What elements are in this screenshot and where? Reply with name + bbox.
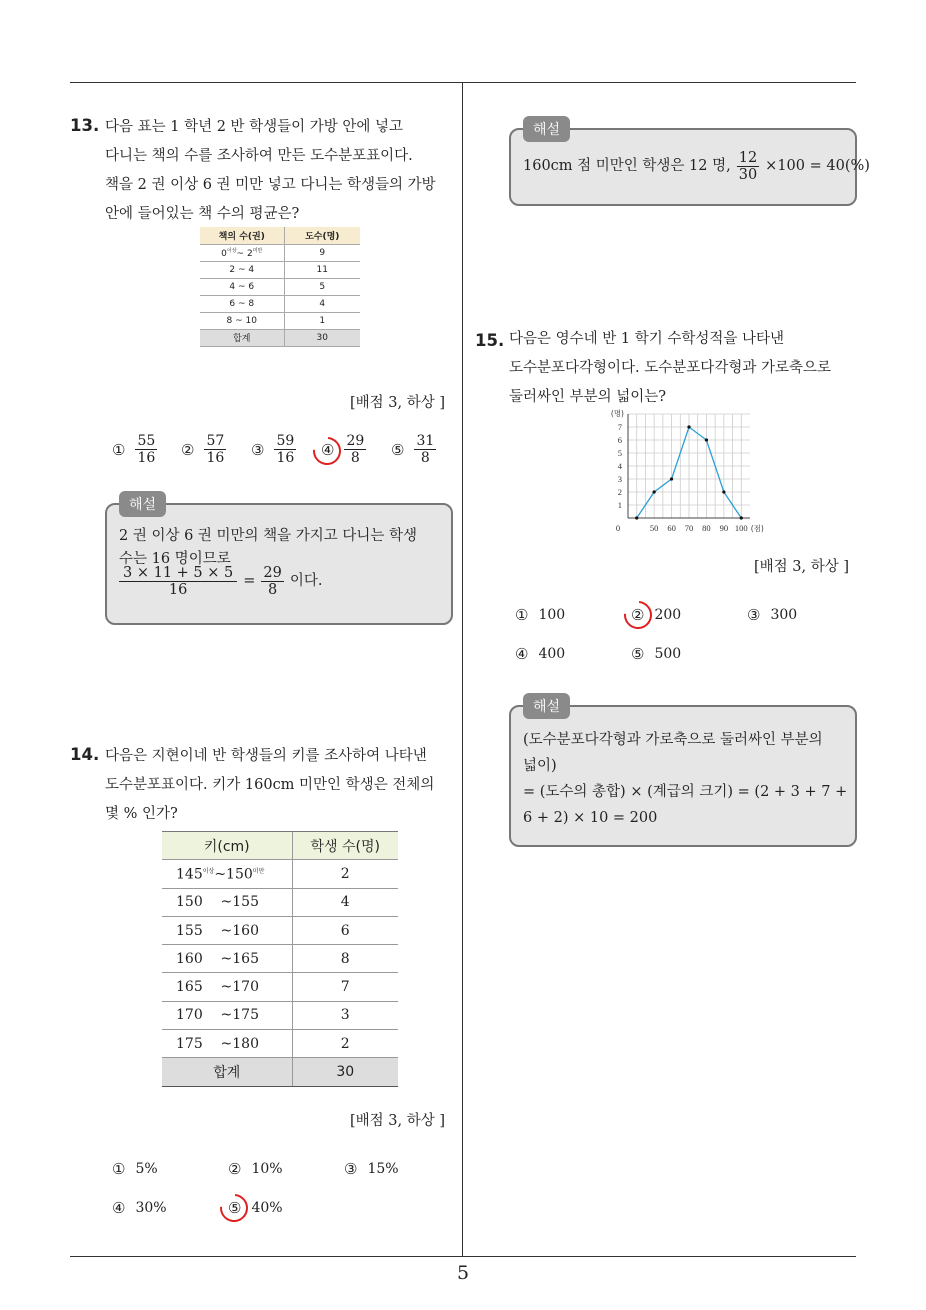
q13-line: 안에 들어있는 책 수의 평균은? bbox=[105, 206, 300, 222]
top-rule bbox=[70, 82, 856, 83]
q15-line: 도수분포다각형이다. 도수분포다각형과 가로축으로 bbox=[509, 360, 831, 376]
q14-choice-5[interactable]: ⑤ 40% bbox=[228, 1199, 283, 1217]
x-tick-label: 0 bbox=[615, 523, 621, 533]
table-header: 학생 수(명) bbox=[292, 832, 398, 860]
q14-explanation-box bbox=[509, 122, 870, 206]
x-tick-label: 70 bbox=[684, 523, 694, 533]
table-row: 165 ~170 7 bbox=[162, 973, 398, 1001]
q14-choice-4[interactable]: ④ 30% bbox=[112, 1199, 167, 1217]
table-row: 155 ~160 6 bbox=[162, 916, 398, 944]
q15-choice-2[interactable]: ② 200 bbox=[631, 606, 682, 624]
q14-text bbox=[105, 742, 434, 829]
y-tick-label: 3 bbox=[617, 474, 622, 484]
data-point bbox=[740, 516, 743, 519]
data-point bbox=[635, 516, 638, 519]
q14-number: 14. bbox=[70, 745, 100, 764]
x-tick-label: 90 bbox=[719, 523, 729, 533]
q15-choice-5[interactable]: ⑤ 500 bbox=[631, 645, 682, 663]
table-header: 책의 수(권) bbox=[200, 227, 284, 244]
q15-line: 둘러싸인 부분의 넓이는? bbox=[509, 389, 667, 405]
q14-frequency-table bbox=[162, 831, 398, 1087]
q13-line: 다음 표는 1 학년 2 반 학생들이 가방 안에 넣고 bbox=[105, 119, 404, 135]
q14-choice-3[interactable]: ③ 15% bbox=[344, 1160, 399, 1178]
q13-line: 책을 2 권 이상 6 권 미만 넣고 다니는 학생들의 가방 bbox=[105, 177, 436, 193]
q13-line: 다니는 책의 수를 조사하여 만든 도수분포표이다. bbox=[105, 148, 413, 164]
q15-text bbox=[509, 325, 831, 412]
table-total-row: 합계 30 bbox=[162, 1058, 398, 1086]
q13-frequency-table bbox=[200, 227, 360, 347]
q13-text bbox=[105, 113, 436, 229]
q14-choice-1[interactable]: ① 5% bbox=[112, 1160, 158, 1178]
explanation-tag: 해설 bbox=[523, 116, 570, 142]
answer-mark-icon bbox=[618, 595, 657, 634]
data-point bbox=[705, 438, 708, 441]
q13-explanation-box bbox=[105, 497, 453, 625]
y-tick-label: 7 bbox=[617, 422, 622, 432]
q13-choice-5[interactable]: ⑤ $\frac{31}{8}$ bbox=[391, 433, 435, 466]
explanation-text: (도수분포다각형과 가로축으로 둘러싸인 부분의 넓이) = (도수의 총합) × (계급의 크기) = (2 + 3 + 7 + 6 + 2) × 10 = 200 bbox=[523, 732, 848, 826]
q15-score: [배점 3, 하상 ] bbox=[754, 559, 850, 575]
q15-choice-1[interactable]: ① 100 bbox=[515, 606, 566, 624]
q15-number: 15. bbox=[475, 331, 505, 350]
q13-choice-3[interactable]: ③ $\frac{59}{16}$ bbox=[251, 433, 295, 466]
bottom-rule bbox=[70, 1256, 856, 1257]
table-row: 6 ~ 8 4 bbox=[200, 295, 360, 312]
q15-choice-4[interactable]: ④ 400 bbox=[515, 645, 566, 663]
table-row: 2 ~ 4 11 bbox=[200, 261, 360, 278]
explanation-text: 2 권 이상 6 권 미만의 책을 가지고 다니는 학생 수는 16 명이므로 $\frac{3 \times 11 + 5 \times 5}{16}$ = $\frac{29}{8}$ 이다. bbox=[119, 528, 418, 598]
y-tick-label: 5 bbox=[617, 448, 622, 458]
page-number: 5 bbox=[456, 1262, 470, 1284]
q13-score: [배점 3, 하상 ] bbox=[350, 395, 446, 411]
q14-line: 다음은 지현이네 반 학생들의 키를 조사하여 나타낸 bbox=[105, 748, 427, 764]
y-axis-label: (명) bbox=[610, 409, 624, 418]
table-header: 키(cm) bbox=[162, 832, 292, 860]
table-row: 175 ~180 2 bbox=[162, 1030, 398, 1058]
q13-choice-4[interactable]: ④ $\frac{29}{8}$ bbox=[321, 433, 365, 466]
q15-explanation-box bbox=[509, 699, 857, 847]
y-tick-label: 4 bbox=[617, 461, 622, 471]
table-row: $145^{이상}\sim 150^{미만}$ 2 bbox=[162, 860, 398, 888]
x-tick-label: 80 bbox=[702, 523, 711, 533]
q15-line: 다음은 영수네 반 1 학기 수학성적을 나타낸 bbox=[509, 331, 784, 347]
table-row: 150 ~155 4 bbox=[162, 888, 398, 916]
y-tick-label: 1 bbox=[617, 500, 622, 510]
table-row: $0^{이상}\sim$ $2^{미만}$ 9 bbox=[200, 244, 360, 261]
q14-line: 몇 % 인가? bbox=[105, 806, 178, 822]
x-tick-label: 60 bbox=[667, 523, 676, 533]
column-divider bbox=[462, 82, 463, 1256]
table-total-row: 합계 30 bbox=[200, 329, 360, 346]
x-axis-label: (점) bbox=[750, 524, 764, 533]
q15-choice-3[interactable]: ③ 300 bbox=[747, 606, 798, 624]
frequency-polygon-chart bbox=[606, 408, 776, 536]
q14-choice-2[interactable]: ② 10% bbox=[228, 1160, 283, 1178]
table-row: 160 ~165 8 bbox=[162, 945, 398, 973]
explanation-tag: 해설 bbox=[523, 693, 570, 719]
y-tick-label: 2 bbox=[617, 487, 622, 497]
table-row: 170 ~175 3 bbox=[162, 1001, 398, 1029]
table-header: 도수(명) bbox=[284, 227, 360, 244]
data-point bbox=[722, 490, 725, 493]
answer-mark-icon bbox=[214, 1188, 253, 1227]
explanation-text: 160cm 점 미만인 학생은 12 명, $\frac{12}{30}$ ×100 = 40(%) bbox=[523, 150, 870, 183]
q13-choice-1[interactable]: ① $\frac{55}{16}$ bbox=[112, 433, 156, 466]
table-row: 4 ~ 6 5 bbox=[200, 278, 360, 295]
data-point bbox=[670, 477, 673, 480]
x-tick-label: 100 bbox=[734, 523, 748, 533]
y-tick-label: 6 bbox=[617, 435, 622, 445]
explanation-tag: 해설 bbox=[119, 491, 166, 517]
q13-number: 13. bbox=[70, 116, 100, 135]
q14-score: [배점 3, 하상 ] bbox=[350, 1113, 446, 1129]
q14-line: 도수분포표이다. 키가 160cm 미만인 학생은 전체의 bbox=[105, 777, 435, 793]
data-point bbox=[687, 425, 690, 428]
q13-choice-2[interactable]: ② $\frac{57}{16}$ bbox=[181, 433, 225, 466]
x-tick-label: 50 bbox=[649, 523, 659, 533]
data-point bbox=[653, 490, 656, 493]
table-row: 8 ~ 10 1 bbox=[200, 312, 360, 329]
